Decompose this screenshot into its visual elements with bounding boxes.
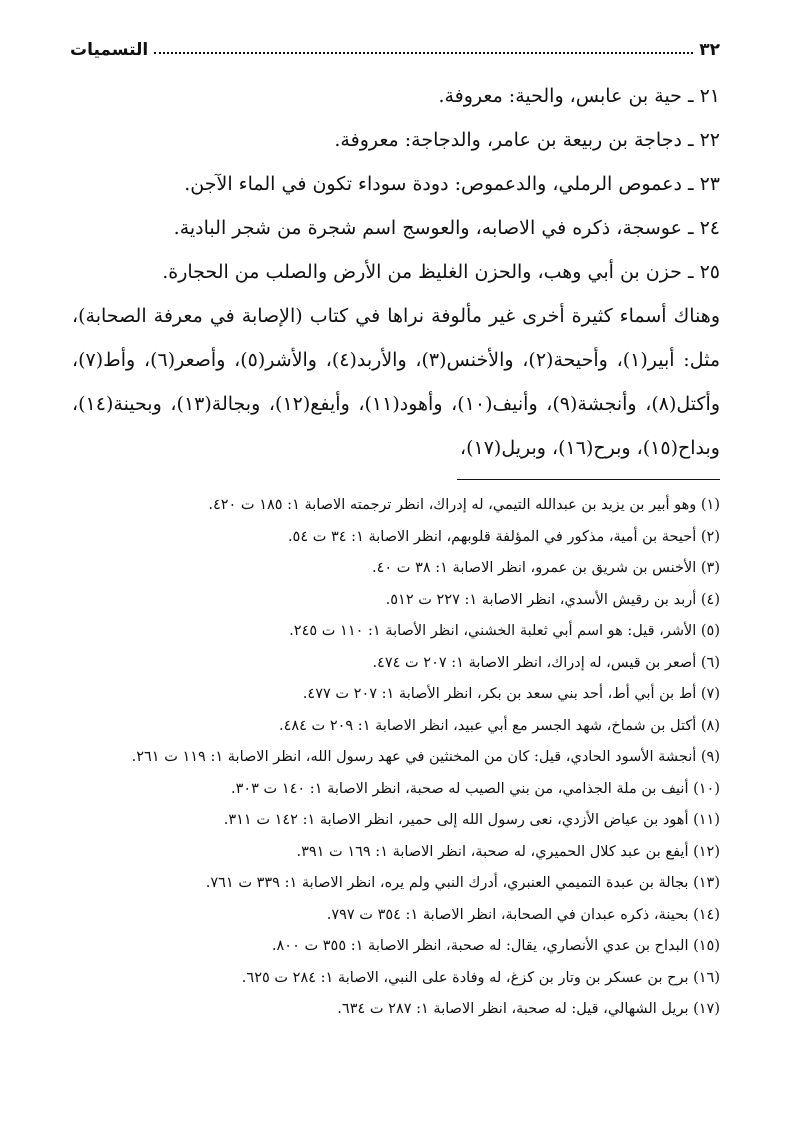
footnote: (١٦) برح بن عسكر بن وتار بن كزغ، له وفادة على النبي، الاصابة ١: ٢٨٤ ت ٦٢٥. xyxy=(241,969,720,986)
footnote: (٨) أكتل بن شماخ، شهد الجسر مع أبي عبيد، انظر الاصابة ١: ٢٠٩ ت ٤٨٤. xyxy=(278,717,720,734)
list-item: ٢١ ـ حية بن عابس، والحية: معروفة. xyxy=(438,85,720,107)
list-item: ٢٣ ـ دعموص الرملي، والدعموص: دودة سوداء تكون في الماء الآجن. xyxy=(184,173,720,195)
footnotes xyxy=(72,490,720,1026)
list-item: ٢٢ ـ دجاجة بن ربيعة بن عامر، والدجاجة: معروفة. xyxy=(334,129,720,151)
header-leader-dots xyxy=(154,52,693,54)
footnote: (١١) أهود بن عياض الأزدي، نعى رسول الله إلى حمير، انظر الاصابة ١: ١٤٢ ت ٣١١. xyxy=(223,812,720,828)
footnote: (٢) أحيحة بن أمية، مذكور في المؤلفة قلوبهم، انظر الاصابة ١: ٣٤ ت ٥٤. xyxy=(287,528,720,545)
list-item: ٢٥ ـ حزن بن أبي وهب، والحزن الغليظ من الأرض والصلب من الحجارة. xyxy=(162,261,720,283)
footnote: (٣) الأخنس بن شريق بن عمرو، انظر الاصابة ١: ٣٨ ت ٤٠. xyxy=(372,560,720,576)
footnote: (١٣) بجالة بن عبدة التميمي العنبري، أدرك النبي ولم يره، انظر الاصابة ١: ٣٣٩ ت ٧٦١. xyxy=(205,875,720,891)
footnote: (٧) أط بن أبي أط، أحد بني سعد بن بكر، انظر الأصابة ١: ٢٠٧ ت ٤٧٧. xyxy=(302,686,720,702)
footnote: (٦) أصعر بن قيس، له إدراك، انظر الاصابة ١: ٢٠٧ ت ٤٧٤. xyxy=(372,654,720,671)
footnote: (١٢) أيفع بن عبد كلال الحميري، له صحبة، انظر الاصابة ١: ١٦٩ ت ٣٩١. xyxy=(296,843,720,860)
page-number: ٣٢ xyxy=(699,40,720,60)
footnote: (١٧) بريل الشهالي، قيل: له صحبة، انظر الاصابة ١: ٢٨٧ ت ٦٣٤. xyxy=(337,1001,720,1017)
chapter-title: التسميات xyxy=(70,40,149,60)
footnote: (١٠) أنيف بن ملة الجذامي، من بني الصيب له صحبة، انظر الاصابة ١: ١٤٠ ت ٣٠٣. xyxy=(230,780,720,797)
footnote: (١٤) بحينة، ذكره عبدان في الصحابة، انظر الاصابة ١: ٣٥٤ ت ٧٩٧. xyxy=(326,906,720,923)
footnote: (٤) أربد بن رقيش الأسدي، انظر الاصابة ١: ٢٢٧ ت ٥١٢. xyxy=(385,591,720,608)
footnote: (١) وهو أبير بن يزيد بن عبدالله التيمي، له إدراك، انظر ترجمته الاصابة ١: ١٨٥ ت ٤٢٠. xyxy=(208,497,720,513)
footnote: (٥) الأشر، قيل: هو اسم أبي ثعلبة الخشني، انظر الأصابة ١: ١١٠ ت ٢٤٥. xyxy=(289,623,720,639)
main-text xyxy=(72,74,720,470)
footnote-separator xyxy=(457,479,720,480)
footnote: (٩) أنجشة الأسود الحادي، قيل: كان من المخنثين في عهد رسول الله، انظر الاصابة ١: ١١٩ ت ٢٦١. xyxy=(131,749,720,765)
running-header xyxy=(70,30,720,60)
list-item: ٢٤ ـ عوسجة، ذكره في الاصابه، والعوسج اسم شجرة من شجر البادية. xyxy=(173,217,720,239)
footnote: (١٥) البداح بن عدي الأنصاري، يقال: له صحبة، انظر الاصابة ١: ٣٥٥ ت ٨٠٠. xyxy=(271,938,720,954)
body-paragraph: وهناك أسماء كثيرة أخرى غير مألوفة نراها في كتاب (الإصابة في معرفة الصحابة)، مثل: أبير(١)، وأحيحة(٢)، والأخنس(٣)، والأربد(٤)، والأشر(٥)، وأصعر(٦)، وأط(٧)، وأكتل(٨)، وأنجشة(٩)، وأنيف(١٠)، وأهود(١١)، وأيفع(١٢)، وبجالة(١٣)، وبحينة(١٤)، وبداح(١٥)، وبرح(١٦)، وبريل(١٧)، xyxy=(72,305,720,459)
